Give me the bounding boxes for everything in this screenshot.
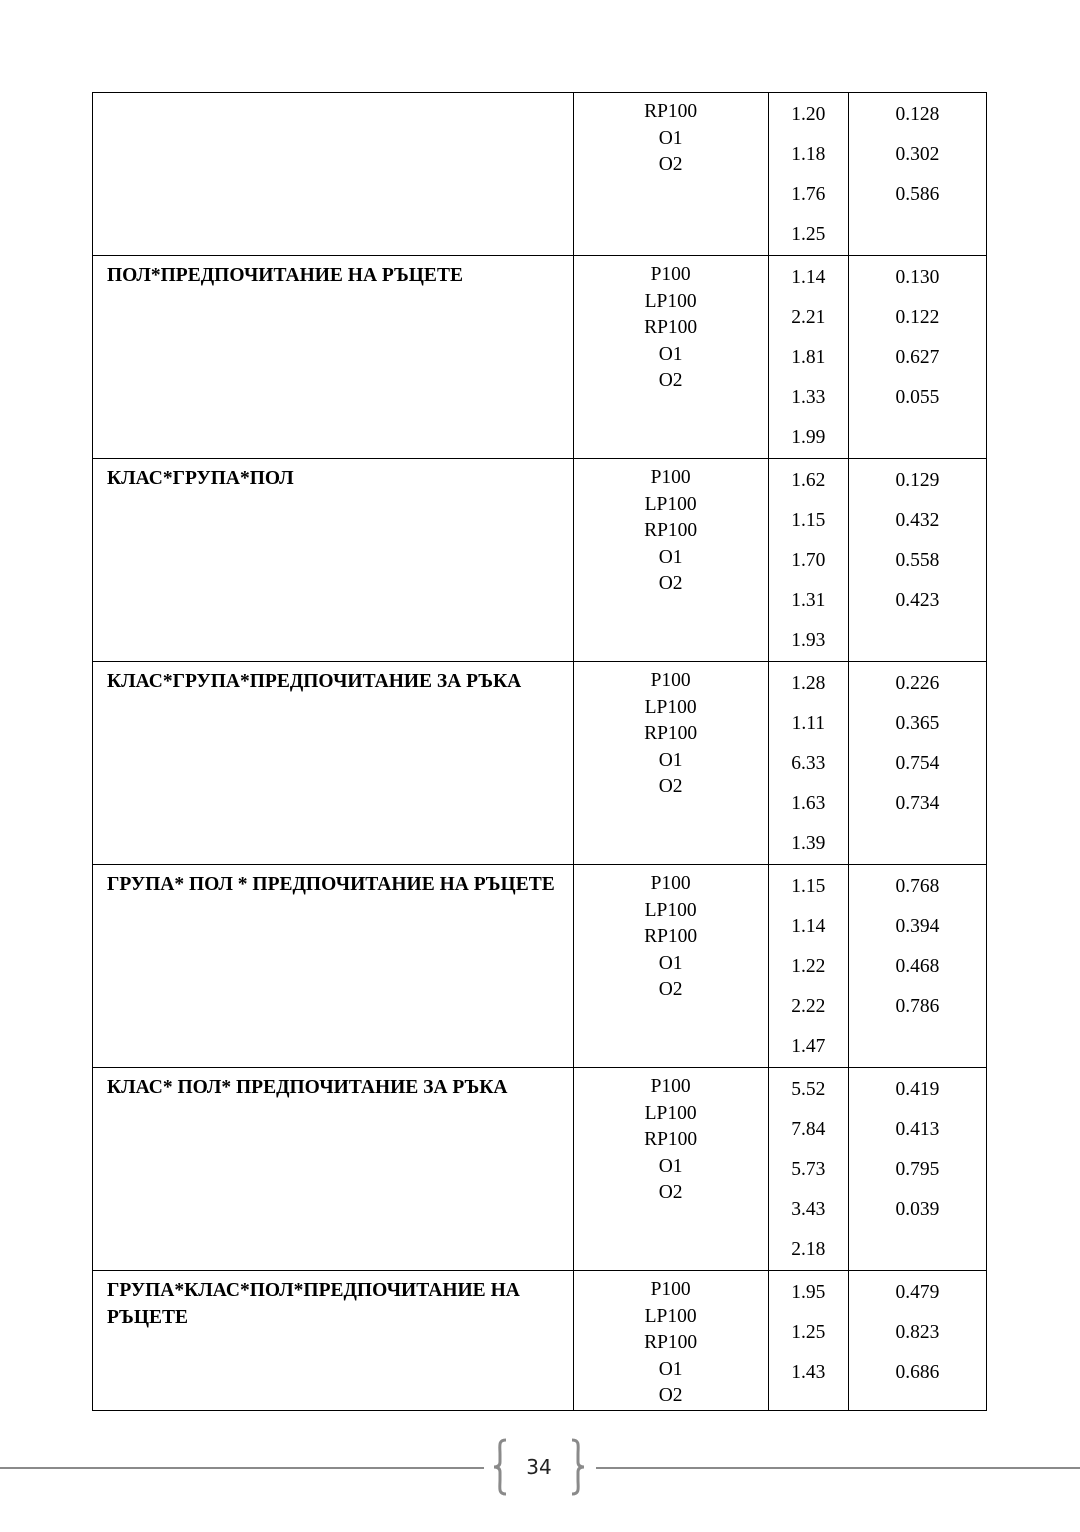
table-body	[93, 93, 987, 1411]
col1-value: 5.52	[791, 1079, 826, 1100]
col1-cell	[768, 93, 848, 256]
col1-value: 1.31	[791, 590, 826, 611]
col2-value: 0.129	[895, 470, 940, 491]
table-row	[93, 459, 987, 662]
effect-label-cell	[93, 93, 574, 256]
variable-item: O2	[658, 1182, 683, 1203]
effect-label: ГРУПА* ПОЛ * ПРЕДПОЧИТАНИЕ НА РЪЦЕТЕ	[107, 874, 555, 895]
variable-item: P100	[650, 1279, 691, 1300]
col2-value: 0.734	[895, 793, 940, 814]
col1-value: 1.99	[791, 427, 826, 448]
col2-cell	[848, 1271, 986, 1411]
variable-item: LP100	[644, 1305, 697, 1327]
variable-item: RP100	[644, 1129, 698, 1150]
table-row	[93, 662, 987, 865]
variable-cell	[573, 256, 768, 459]
col1-value: 1.14	[791, 916, 826, 937]
footer-rule-right	[596, 1467, 1080, 1469]
col1-value: 1.93	[791, 630, 826, 651]
effect-label-cell	[93, 1068, 574, 1271]
col2-value: 0.413	[895, 1119, 940, 1140]
col2-value: 0.468	[895, 956, 940, 977]
variable-item: O1	[658, 1155, 683, 1177]
variable-item: P100	[650, 873, 691, 894]
effect-label-cell	[93, 256, 574, 459]
col2-value: 0.627	[895, 347, 940, 368]
variable-item: O2	[658, 1385, 683, 1406]
variable-cell	[573, 1271, 768, 1411]
col1-value: 1.76	[791, 184, 826, 205]
effect-label-cell	[93, 865, 574, 1068]
variable-item: LP100	[644, 1102, 697, 1124]
variable-item: O2	[658, 776, 683, 797]
col2-value: 0.055	[895, 387, 940, 408]
effect-label: КЛАС*ГРУПА*ПРЕДПОЧИТАНИЕ ЗА РЪКА	[107, 671, 522, 692]
effect-label: КЛАС* ПОЛ* ПРЕДПОЧИТАНИЕ ЗА РЪКА	[107, 1077, 508, 1098]
variable-item: LP100	[644, 493, 697, 515]
col1-value: 2.18	[791, 1239, 826, 1260]
variable-item: RP100	[644, 101, 698, 122]
col1-value: 1.14	[791, 267, 826, 288]
variable-item: O1	[658, 343, 683, 365]
col2-value: 0.686	[895, 1362, 940, 1383]
variable-cell	[573, 662, 768, 865]
col2-value: 0.479	[895, 1282, 940, 1303]
col1-value: 5.73	[791, 1159, 826, 1180]
col1-value: 1.15	[791, 510, 826, 531]
variable-item: P100	[650, 467, 691, 488]
variable-item: O1	[658, 127, 683, 149]
table-row	[93, 256, 987, 459]
left-brace-icon	[492, 1438, 510, 1496]
col2-value: 0.365	[895, 713, 940, 734]
col2-value: 0.226	[895, 673, 940, 694]
effect-label-cell	[93, 1271, 574, 1411]
variable-item: O2	[658, 154, 683, 175]
col2-value: 0.786	[895, 996, 940, 1017]
col2-value: 0.128	[895, 104, 940, 125]
col2-value: 0.432	[895, 510, 940, 531]
variable-item: LP100	[644, 899, 697, 921]
effect-label-cell	[93, 662, 574, 865]
col1-value: 1.39	[791, 833, 826, 854]
variable-item: O1	[658, 749, 683, 771]
col1-value: 6.33	[791, 753, 826, 774]
variable-item: O2	[658, 979, 683, 1000]
col2-value: 0.130	[895, 267, 940, 288]
col1-value: 1.25	[791, 224, 826, 245]
variable-item: O2	[658, 573, 683, 594]
col1-value: 1.70	[791, 550, 826, 571]
col1-value: 1.22	[791, 956, 826, 977]
page-number: 34	[526, 1455, 552, 1479]
col1-value: 1.81	[791, 347, 826, 368]
col2-cell	[848, 256, 986, 459]
col2-cell	[848, 459, 986, 662]
variable-item: RP100	[644, 520, 698, 541]
col1-value: 7.84	[791, 1119, 826, 1140]
col2-value: 0.795	[895, 1159, 940, 1180]
variable-cell	[573, 865, 768, 1068]
col2-cell	[848, 1068, 986, 1271]
col2-cell	[848, 93, 986, 256]
variable-item: O1	[658, 1358, 683, 1380]
statistics-table	[92, 92, 987, 1411]
col2-value: 0.302	[895, 144, 940, 165]
table-row	[93, 1271, 987, 1411]
col1-value: 1.47	[791, 1036, 826, 1057]
variable-item: RP100	[644, 1332, 698, 1353]
effect-label: ГРУПА*КЛАС*ПОЛ*ПРЕДПОЧИТАНИЕ НА РЪЦЕТЕ	[107, 1280, 520, 1328]
variable-cell	[573, 459, 768, 662]
col1-value: 1.11	[791, 713, 825, 734]
effect-label: ПОЛ*ПРЕДПОЧИТАНИЕ НА РЪЦЕТЕ	[107, 265, 463, 286]
col2-value: 0.039	[895, 1199, 940, 1220]
col2-value: 0.823	[895, 1322, 940, 1343]
table-row	[93, 865, 987, 1068]
col1-value: 1.18	[791, 144, 826, 165]
variable-item: P100	[650, 1076, 691, 1097]
col2-value: 0.586	[895, 184, 940, 205]
variable-item: O1	[658, 952, 683, 974]
effect-label	[93, 93, 573, 99]
col2-cell	[848, 865, 986, 1068]
col1-value: 1.20	[791, 104, 826, 125]
col1-cell	[768, 662, 848, 865]
variable-item: RP100	[644, 926, 698, 947]
table-row	[93, 1068, 987, 1271]
col1-value: 1.15	[791, 876, 826, 897]
col1-value: 2.22	[791, 996, 826, 1017]
col1-cell	[768, 865, 848, 1068]
col1-value: 3.43	[791, 1199, 826, 1220]
col1-value: 1.95	[791, 1282, 826, 1303]
col1-value: 1.63	[791, 793, 826, 814]
right-brace-icon	[568, 1438, 586, 1496]
col2-value: 0.394	[895, 916, 940, 937]
col1-value: 1.25	[791, 1322, 826, 1343]
col2-value: 0.768	[895, 876, 940, 897]
variable-cell	[573, 1068, 768, 1271]
col2-value: 0.754	[895, 753, 940, 774]
col1-value: 1.28	[791, 673, 826, 694]
variable-item: P100	[650, 670, 691, 691]
col1-cell	[768, 1068, 848, 1271]
effect-label: КЛАС*ГРУПА*ПОЛ	[107, 468, 294, 489]
variable-item: O1	[658, 546, 683, 568]
footer-rule-left	[0, 1467, 484, 1469]
col2-value: 0.423	[895, 590, 940, 611]
col2-cell	[848, 662, 986, 865]
col2-value: 0.558	[895, 550, 940, 571]
variable-item: LP100	[644, 290, 697, 312]
variable-item: LP100	[644, 696, 697, 718]
variable-item: RP100	[644, 723, 698, 744]
col2-value: 0.419	[895, 1079, 940, 1100]
col1-cell	[768, 459, 848, 662]
col1-cell	[768, 1271, 848, 1411]
variable-item: P100	[650, 264, 691, 285]
variable-item: RP100	[644, 317, 698, 338]
variable-item: O2	[658, 370, 683, 391]
effect-label-cell	[93, 459, 574, 662]
col1-value: 2.21	[791, 307, 826, 328]
col2-value: 0.122	[895, 307, 940, 328]
variable-cell	[573, 93, 768, 256]
col1-value: 1.62	[791, 470, 826, 491]
table-row	[93, 93, 987, 256]
col1-cell	[768, 256, 848, 459]
col1-value: 1.43	[791, 1362, 826, 1383]
col1-value: 1.33	[791, 387, 826, 408]
